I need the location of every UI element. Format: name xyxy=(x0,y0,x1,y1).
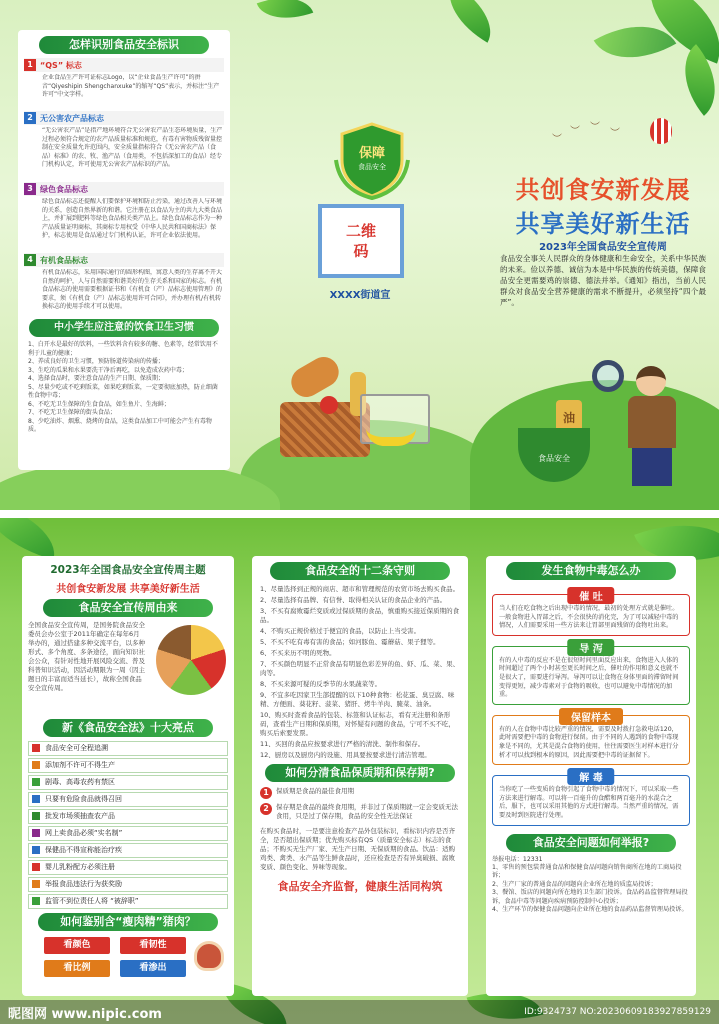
theme-panel xyxy=(22,556,234,996)
rule-item: 4、不购买正规价格过于便宜的食品，以防止上当受害。 xyxy=(260,627,421,635)
section-label: “QS” 标志 xyxy=(40,60,82,70)
poison-title: 发生食物中毒怎么办 xyxy=(506,562,676,580)
leaf-decoration xyxy=(436,0,505,43)
section-label: 绿色食品标志 xyxy=(40,184,88,194)
report-line: 4、生产环节的保健食品问题向企业所在地的食品药品监督管理局投诉。 xyxy=(492,905,688,913)
report-line: 1、零售的预包装普通食品和保健食品问题向销售商所在地的工商局投诉； xyxy=(492,863,682,880)
box-title: 导 泻 xyxy=(567,639,614,656)
rule-item: 7、不买颜色明显不正常食品有明显色彩差异的鱼、虾、瓜、菜、果、肉等。 xyxy=(260,660,460,677)
box-laxative xyxy=(492,643,690,705)
rule-item: 1、尽量选择到正规的商店、超市和管理规范的农贸市场去购买食品。 xyxy=(260,585,460,593)
bird-icon: ︶ xyxy=(610,128,620,139)
box-text: 当人们在吃食物之后出现中毒的情况，最初的处理方式就是催吐。一般食物进入胃部之后，不会很快的消化完，为了可以减轻中毒的情况，人们需要采用一些方法来让胃部里面残留的食物吐出来。 xyxy=(499,605,679,630)
section-number: 2 xyxy=(24,112,36,124)
rules-list xyxy=(260,585,460,760)
box-vomit xyxy=(492,594,690,636)
section-text: 有机食品标志，采用国际通行的圆形构图，寓意人类的生存离不开大自然的呵护，人与自然需要和谐美好的生存关系和国家的标志。有机食品标志的使用需要根据证书和《有机食（产）品标志使用管理》的要求，须《有机食（产）品标志使用许可合同》，并办理有机/有机转换标志的使用手续才可以使用。 xyxy=(42,269,223,310)
section-label: 有机食品标志 xyxy=(40,255,88,265)
rule-item: 2、尽量选择有品牌、有信誉、取得相关认证的食品企业的产品。 xyxy=(260,596,447,604)
law-item xyxy=(28,775,228,790)
hot-air-balloon-icon xyxy=(650,118,672,144)
badge-line1: 保障 xyxy=(358,146,385,161)
oil-bottle-icon: 油 xyxy=(556,400,582,436)
bird-icon: ︶ xyxy=(552,134,562,145)
law-item-label: 举报食品违法行为获奖励 xyxy=(45,880,122,889)
sheet-divider xyxy=(0,510,719,518)
law-item-label: 监管不到位责任人将 “被辞职” xyxy=(45,897,139,906)
meat-icon xyxy=(194,941,224,971)
law-item-label: 网上卖食品必须“实名制” xyxy=(45,829,123,838)
bullet-square xyxy=(32,812,40,820)
box-detox xyxy=(492,775,690,825)
intro-text: 食品安全事关人民群众的身体健康和生命安全，关系中华民族的未来。俭以养德、诚信为本是中华民族的传统美德，保障食品安全更需要鸡的崇德、德法并举。《通知》指出，当前人民群众对食品安全营养健康的需求不断提升，必须坚持“四个最严”。 xyxy=(500,254,706,307)
bullet-square xyxy=(32,829,40,837)
law-title: 新《食品安全法》十大亮点 xyxy=(43,719,213,737)
section-green-food xyxy=(24,182,224,250)
section-number: 3 xyxy=(24,183,36,195)
box-text: 当你吃了一些变质的食物引起了食物中毒的情况下，可以采取一些方法来进行解毒。可以将一百毫升的食醋和两百毫升的水混合之后，服下，也可以采用其他的方式进行解毒。当然严重的情况，需要及时到医院进行处理。 xyxy=(499,786,679,819)
brochure-back xyxy=(0,518,719,1024)
report-line: 2、生产厂家的普通食品的问题向企业所在地的质监局投诉； xyxy=(492,880,657,888)
rule-item: 6、不买来历不明的死物。 xyxy=(260,649,336,657)
law-item-label: 只要有危险食品就得召回 xyxy=(45,795,122,804)
theme-slogan: 共创食安新发展 共享美好新生活 xyxy=(56,584,200,595)
shelf-item-text: 保质期是食品的最佳食用期 xyxy=(276,787,354,795)
panel-title: 怎样识别食品安全标识 xyxy=(39,36,209,54)
shelf-item xyxy=(260,803,460,821)
identify-panel xyxy=(18,30,230,470)
section-text: 绿色食品标志还提醒人们要保护环境和防止污染，通过改善人与环境的关系，创造自然界新的和谐。它注册在以食品为主的共九大类食品上，并扩展到肥料等绿色食品相关类产品上。绿色食品标志作为一种产品质量证明商标，其商标专用权受《中华人民共和国商标法》保护，标志使用是食品通过专门机构认证，许可企业依法使用。 xyxy=(42,198,223,239)
origin-block xyxy=(28,621,228,717)
number-badge-2: 2 xyxy=(260,803,272,815)
law-item xyxy=(28,843,228,858)
report-line: 3、餐馆、饭店的问题向所在地的卫生部门投诉。食品药品监督管理局投诉，食品中毒等问题向疾病预防控制中心投诉； xyxy=(492,889,688,905)
rule-item: 10、购买时查看食品的包装、标签和认证标志，看有无注册和条形码，查看生产日期和保质期，对怀疑有问题的食品，宁可不买不吃，购买后索要发票。 xyxy=(260,711,455,737)
section-organic xyxy=(24,253,224,313)
bullet-square xyxy=(32,778,40,786)
law-item-label: 食品安全可全程追溯 xyxy=(45,744,108,753)
habit-item: 3、生吃的瓜果和水果要洗干净后再吃，以免造成农药中毒； xyxy=(28,366,188,374)
street-label: XXXX街道宣 xyxy=(329,290,391,301)
qr-text: 二维码 xyxy=(345,222,376,260)
box-text: 有的人在食物中毒比较严重的情况，需要及时拨打急救电话120，此时需要把中毒的食物进行保留。由于不同的人遇到的食物中毒现象是不同的，尤其是混合食物的使用，往往需要医生对样本进行分析才可以找到根本的原因，因此需要把中毒的证据留下。 xyxy=(499,725,679,759)
section-text: 企业食品生产许可证标志Logo，以“企业食品生产许可”的拼音“Qiyeshipin Shengchanxuke”的缩写“QS”表示，并标注“生产许可”中文字样。 xyxy=(42,74,220,98)
section-qs xyxy=(24,58,224,108)
rule-item: 3、不买有腐败霉烂变质或过保质期的食品，慎重购买接近保质期的食品。 xyxy=(260,607,460,624)
brochure-front xyxy=(0,0,719,510)
law-item xyxy=(28,741,228,756)
poison-panel xyxy=(486,556,696,996)
shelf-title: 如何分清食品保质期和保存期? xyxy=(265,764,455,782)
law-item xyxy=(28,877,228,892)
look-toughness-button: 看韧性 xyxy=(120,937,186,954)
report-title: 食品安全问题如何举报? xyxy=(506,834,676,852)
bullet-square xyxy=(32,761,40,769)
slogan-line2: 共享美好新生活 xyxy=(515,210,691,238)
leaf-decoration xyxy=(0,518,64,560)
law-item-label: 批发市场须抽查农产品 xyxy=(45,812,115,821)
habit-item: 2、养成良好的卫生习惯，预防肠道传染病的传播； xyxy=(28,358,164,365)
food-safety-shield-badge xyxy=(330,120,414,200)
habits-list xyxy=(24,341,224,435)
origin-title: 食品安全宣传周由来 xyxy=(43,599,213,617)
habit-item: 4、选择食品时，要注意食品的生产日期、保质期； xyxy=(28,375,164,382)
watermark-site: 昵图网 www.nipic.com xyxy=(8,1006,162,1022)
law-item xyxy=(28,894,228,909)
bullet-square xyxy=(32,795,40,803)
bread-icon xyxy=(286,352,344,403)
bullet-square xyxy=(32,744,40,752)
section-text: “无公害农产品”是指产地环境符合无公害农产品生态环境质量，生产过程必须符合规定的农产品质量标准和规范，有毒有害物质残留量控制在安全质量允许范围内，安全质量指标符合《无公害农产品（食品）标准》的农、牧、渔产品（食用类，不包括深加工的食品）经专门机构认定，许可使用无公害农产品标识的产品。 xyxy=(42,127,223,168)
section-number: 1 xyxy=(24,59,36,71)
bullet-square xyxy=(32,863,40,871)
section-pollution-free xyxy=(24,111,224,179)
person-legs xyxy=(632,448,672,486)
rule-item: 11、买回的食品应按要求进行严格的清洗、制作和保存。 xyxy=(260,740,425,748)
rule-item: 12、厨房以及厨房内的设施、用具要按要求进行清洁管理。 xyxy=(260,751,431,759)
rules-panel xyxy=(252,556,468,996)
pork-title: 如何鉴别含“瘦肉精”猪肉？ xyxy=(38,913,218,931)
look-ratio-button: 看比例 xyxy=(44,960,110,977)
person-head xyxy=(636,366,666,396)
apple-icon xyxy=(320,396,338,414)
habit-item: 5、尽量少吃或不吃剩饭菜，如果吃剩饭菜，一定要彻底加热，防止细菌性食物中毒； xyxy=(28,383,218,399)
food-plate-illustration xyxy=(156,625,226,695)
number-badge-1: 1 xyxy=(260,787,272,799)
person-body xyxy=(628,396,676,448)
law-item xyxy=(28,792,228,807)
habits-title: 中小学生应注意的饮食卫生习惯 xyxy=(29,319,219,337)
law-item xyxy=(28,758,228,773)
box-text: 有的人中毒的反应不是在很短时间里面反应出来，食物进入人体的时间超过了两个小时甚至更长时间之后，催吐的作用和意义也就不是很大了，需要进行导泻。导泻可以让食物在身体里面的滞留时间变得更短，减少毒素对于食物的吸收，也可以避免中毒情况的加重。 xyxy=(499,656,679,699)
law-list xyxy=(28,741,228,909)
footer-slogan: 食品安全齐监督，健康生活同构筑 xyxy=(277,880,443,893)
habit-item: 8、少吃油炸、烟熏、烧烤的食品，这类食品加工中可能会产生有毒物质。 xyxy=(28,417,212,433)
bullet-square xyxy=(32,897,40,905)
bullet-square xyxy=(32,846,40,854)
slogan-line1: 共创食安新发展 xyxy=(515,176,691,204)
law-item-label: 婴儿乳粉配方必须注册 xyxy=(45,863,115,872)
leaf-decoration xyxy=(257,0,314,30)
habit-item: 7、不吃无卫生保障的街头食品； xyxy=(28,409,116,416)
look-color-button: 看颜色 xyxy=(44,937,110,954)
box-keep-sample xyxy=(492,712,690,765)
buy-advice-text: 在购买食品时，一是要注意检查产品外包装标识，看标识内容是否齐全，是否超出保质期；优先购买标有QS（质量安全标志）标志的食品；不购买无生产厂家、无生产日期、无保质期的食品。饮品：适购鸡类、禽类、水产品等生鲜食品时，还应检查是否有异臭破损、腐败变质、颜色变化、异味等现象。 xyxy=(260,827,455,871)
inspector-illustration xyxy=(600,360,700,490)
report-list xyxy=(492,856,690,915)
watermark-id: ID:9324737 NO:20230609183927859129 xyxy=(524,1007,711,1017)
law-item-label: 添加剂不许可不得生产 xyxy=(45,761,115,770)
badge-line2: 食品安全 xyxy=(358,163,386,171)
law-item xyxy=(28,826,228,841)
magnifier-icon xyxy=(592,360,624,392)
shelf-item-text: 保存期是食品的最终食用期，并非过了保质期就一定会变质无法食用，只是过了保存期，食品的安全性无法保证 xyxy=(276,803,458,820)
bird-icon: ︶ xyxy=(590,122,600,133)
look-exudate-button: 看渗出 xyxy=(120,960,186,977)
pork-buttons xyxy=(28,937,228,977)
box-title: 催 吐 xyxy=(567,587,614,604)
bullet-square xyxy=(32,880,40,888)
law-item xyxy=(28,860,228,875)
rule-item: 5、不买不吃有毒有害的食品；如河豚鱼、霉蘑菇、果子狸等。 xyxy=(260,638,440,646)
section-label: 无公害农产品标志 xyxy=(40,113,104,123)
habit-item: 1、白开水是最好的饮料，一些饮料含有较多的糖、色素等，经常饮用不利于儿童的健康； xyxy=(28,341,218,357)
rule-item: 8、不买来源可疑的反季节的水果蔬菜等。 xyxy=(260,680,382,688)
food-bowl-icon: 食品安全 xyxy=(518,428,590,482)
origin-text: 全国食品安全宣传周，是国务院食品安全委员会办公室于2011年确定在每年6月举办的，通过搭建多种交流平台，以多种形式、多个角度、多条途径，面向知识社会公众，有针对性地开展风险交流、普及科普知识活动，因活动期限为一周（因主题日的丰富而适当延长），故称全国食品安全宣传周。 xyxy=(28,621,145,692)
theme-title: 2023年全国食品安全宣传周主题 xyxy=(50,564,206,576)
law-item-label: 剧毒、高毒农药有禁区 xyxy=(45,778,115,787)
rule-item: 9、不宜多吃因家卫生部提醒的以下10种食物：松花蛋、臭豆腐、味精、方便面、葵花籽、菠菜、猪肝、烤牛羊肉、腌菜、油条。 xyxy=(260,691,455,708)
qr-code-placeholder xyxy=(318,204,404,278)
section-number: 4 xyxy=(24,254,36,266)
law-item-label: 保健品不得宣称能治疗疾 xyxy=(45,846,122,855)
law-item xyxy=(28,809,228,824)
watermark-bar xyxy=(0,1000,719,1024)
shelf-item xyxy=(260,787,460,799)
week-title: 2023年全国食品安全宣传周 xyxy=(539,242,667,253)
box-title: 保留样本 xyxy=(559,708,623,725)
rules-title: 食品安全的十二条守则 xyxy=(270,562,450,580)
report-line: 举报电话：12331 xyxy=(492,855,543,863)
box-title: 解 毒 xyxy=(567,768,614,785)
bird-icon: ︶ xyxy=(570,126,580,137)
habit-item: 6、不吃无卫生保障的生食食品，如生鱼片、生海鲜； xyxy=(28,400,170,408)
